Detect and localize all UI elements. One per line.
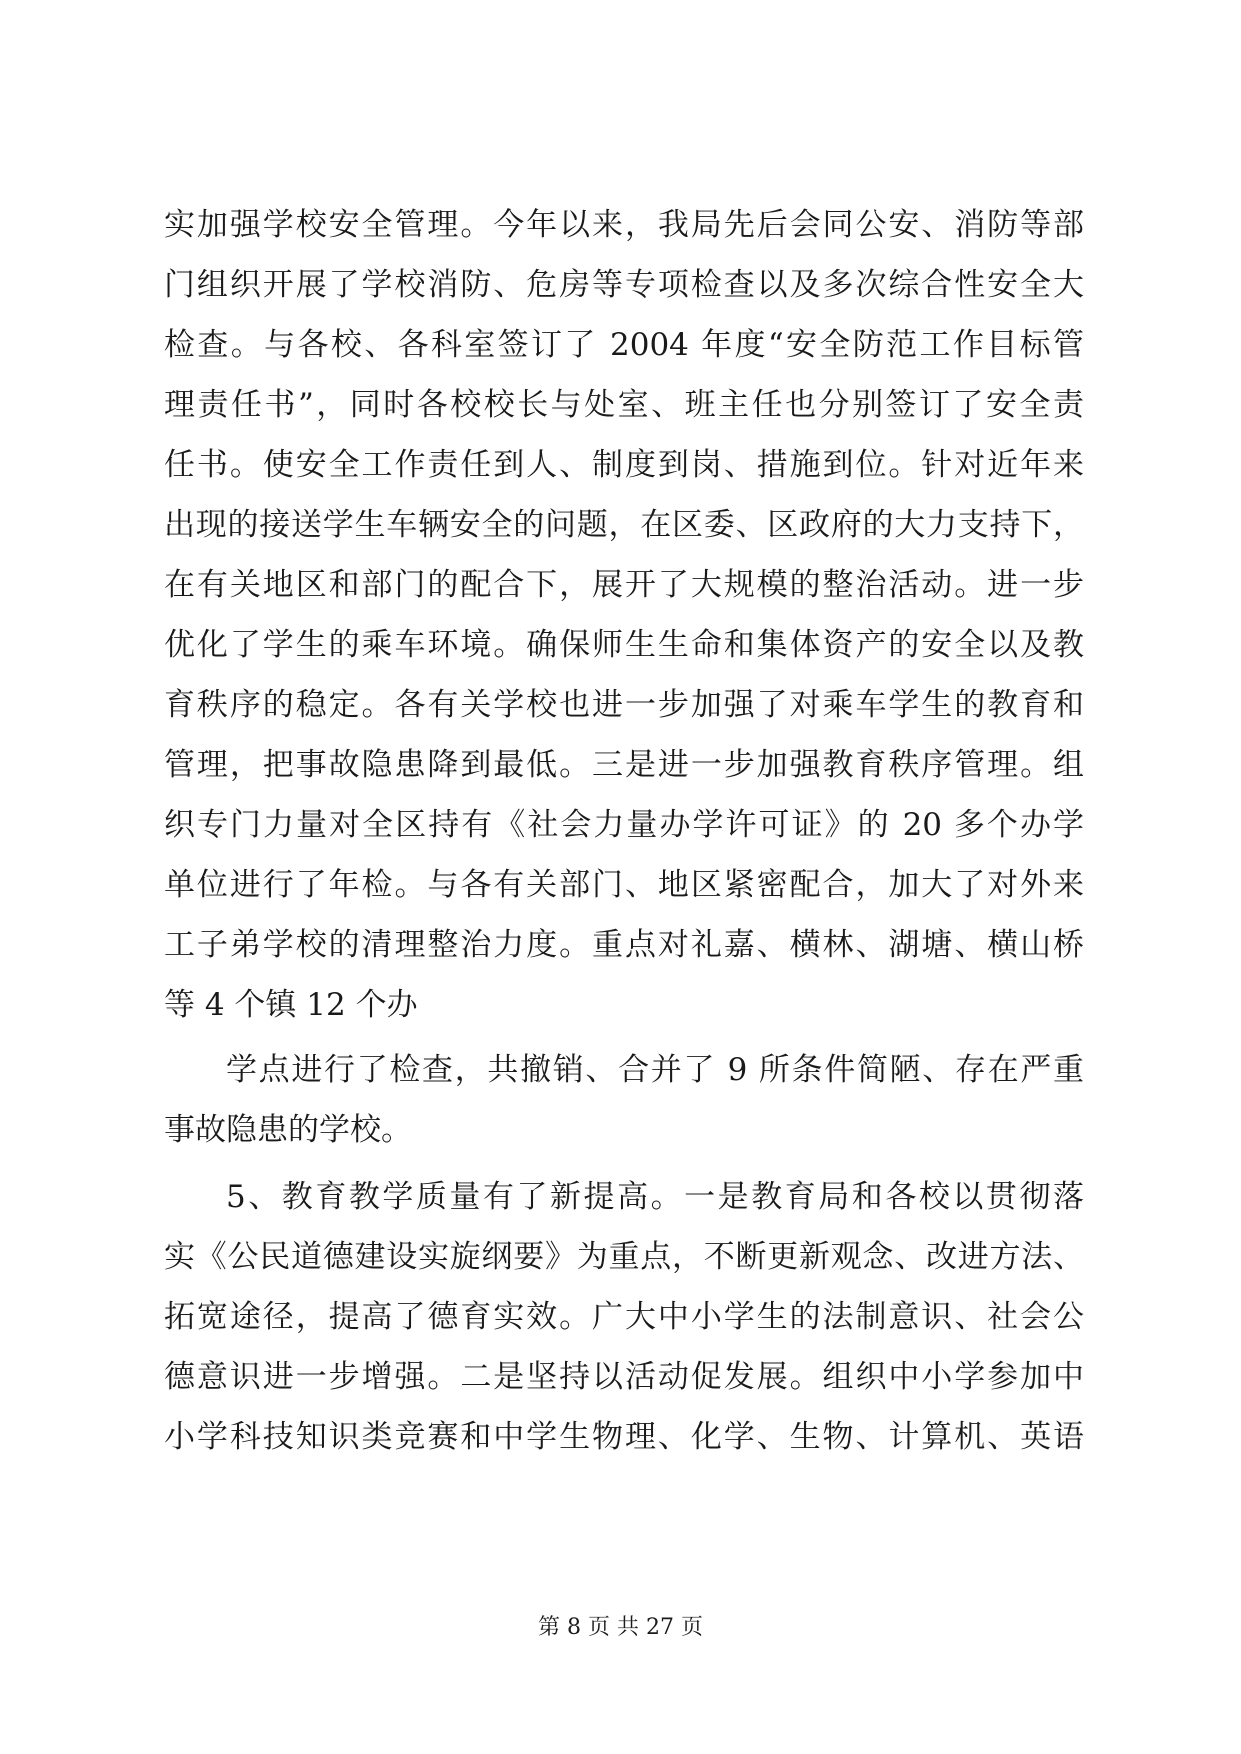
paragraph-line: 小学科技知识类竞赛和中学生物理、化学、生物、计算机、英语 — [164, 1419, 1084, 1455]
paragraph-line: 任书。使安全工作责任到人、制度到岗、措施到位。针对近年来 — [164, 447, 1084, 483]
paragraph-line: 工子弟学校的清理整治力度。重点对礼嘉、横林、湖塘、横山桥 — [164, 927, 1084, 963]
paragraph-line: 事故隐患的学校。 — [164, 1112, 412, 1148]
paragraph-line: 育秩序的稳定。各有关学校也进一步加强了对乘车学生的教育和 — [164, 687, 1084, 723]
paragraph-line: 拓宽途径，提高了德育实效。广大中小学生的法制意识、社会公 — [164, 1299, 1084, 1335]
paragraph-line: 等 4 个镇 12 个办 — [164, 987, 418, 1023]
paragraph-line: 检查。与各校、各科室签订了 2004 年度“安全防范工作目标管 — [164, 327, 1084, 363]
paragraph-line: 织专门力量对全区持有《社会力量办学许可证》的 20 多个办学 — [164, 807, 1084, 843]
paragraph-line: 门组织开展了学校消防、危房等专项检查以及多次综合性安全大 — [164, 267, 1084, 303]
paragraph-line: 管理，把事故隐患降到最低。三是进一步加强教育秩序管理。组 — [164, 747, 1084, 783]
paragraph-line: 单位进行了年检。与各有关部门、地区紧密配合，加大了对外来 — [164, 867, 1084, 903]
page-number-footer: 第 8 页 共 27 页 — [538, 1615, 703, 1640]
paragraph-line: 在有关地区和部门的配合下，展开了大规模的整治活动。进一步 — [164, 567, 1084, 603]
paragraph-line: 出现的接送学生车辆安全的问题，在区委、区政府的大力支持下， — [164, 507, 1084, 543]
paragraph-line: 实《公民道德建设实旋纲要》为重点，不断更新观念、改进方法、 — [164, 1239, 1084, 1275]
paragraph-line: 实加强学校安全管理。今年以来，我局先后会同公安、消防等部 — [164, 207, 1084, 243]
paragraph-line: 德意识进一步增强。二是坚持以活动促发展。组织中小学参加中 — [164, 1359, 1084, 1395]
paragraph-line-indented: 5、教育教学质量有了新提高。一是教育局和各校以贯彻落 — [226, 1179, 1084, 1215]
paragraph-line: 优化了学生的乘车环境。确保师生生命和集体资产的安全以及教 — [164, 627, 1084, 663]
paragraph-line: 理责任书”，同时各校校长与处室、班主任也分别签订了安全责 — [164, 387, 1084, 423]
paragraph-line-indented: 学点进行了检查，共撤销、合并了 9 所条件简陋、存在严重 — [226, 1052, 1084, 1088]
